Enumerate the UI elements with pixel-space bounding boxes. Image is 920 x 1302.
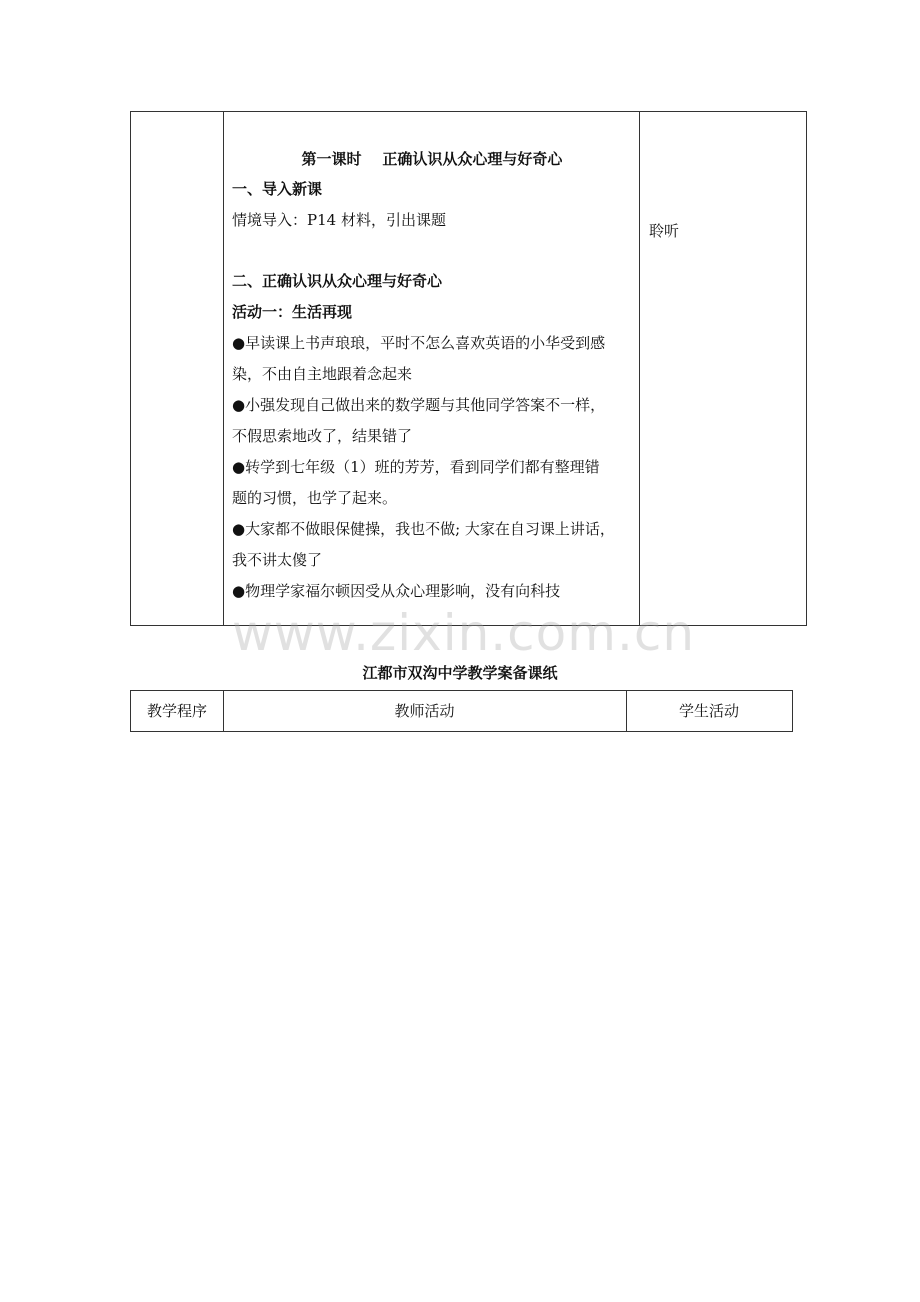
column-divider <box>223 112 224 625</box>
text-line: 不假思索地改了，结果错了 <box>232 427 413 445</box>
section-heading: 一、导入新课 <box>232 180 323 198</box>
header-teaching-procedure: 教学程序 <box>146 702 207 720</box>
activity-heading: 活动一：生活再现 <box>232 303 353 321</box>
text-line: 情境导入：P14 材料，引出课题 <box>232 211 446 229</box>
watermark: www.zixin.com.cn <box>232 604 696 662</box>
text-line: ●大家都不做眼保健操，我也不做; 大家在自习课上讲话， <box>232 520 615 538</box>
header-teacher-activity: 教师活动 <box>394 702 455 720</box>
header-table <box>130 690 793 732</box>
lesson-title: 第一课时 正确认识从众心理与好奇心 <box>301 150 563 168</box>
lesson-table <box>130 111 807 626</box>
column-divider <box>639 112 640 625</box>
text-line: 我不讲太傻了 <box>232 551 323 569</box>
text-line: ●早读课上书声琅琅，平时不怎么喜欢英语的小华受到感 <box>232 334 606 352</box>
text-line: 染，不由自主地跟着念起来 <box>232 365 413 383</box>
text-line: ●物理学家福尔顿因受从众心理影响，没有向科技 <box>232 582 561 600</box>
header-student-activity: 学生活动 <box>678 702 739 720</box>
section-heading: 二、正确认识从众心理与好奇心 <box>232 272 443 290</box>
school-title: 江都市双沟中学教学案备课纸 <box>362 664 558 682</box>
student-activity-cell: 聆听 <box>649 222 680 240</box>
text-line: ●转学到七年级（1）班的芳芳，看到同学们都有整理错 <box>232 458 600 476</box>
text-line: 题的习惯，也学了起来。 <box>232 489 398 507</box>
text-line: ●小强发现自己做出来的数学题与其他同学答案不一样， <box>232 396 606 414</box>
